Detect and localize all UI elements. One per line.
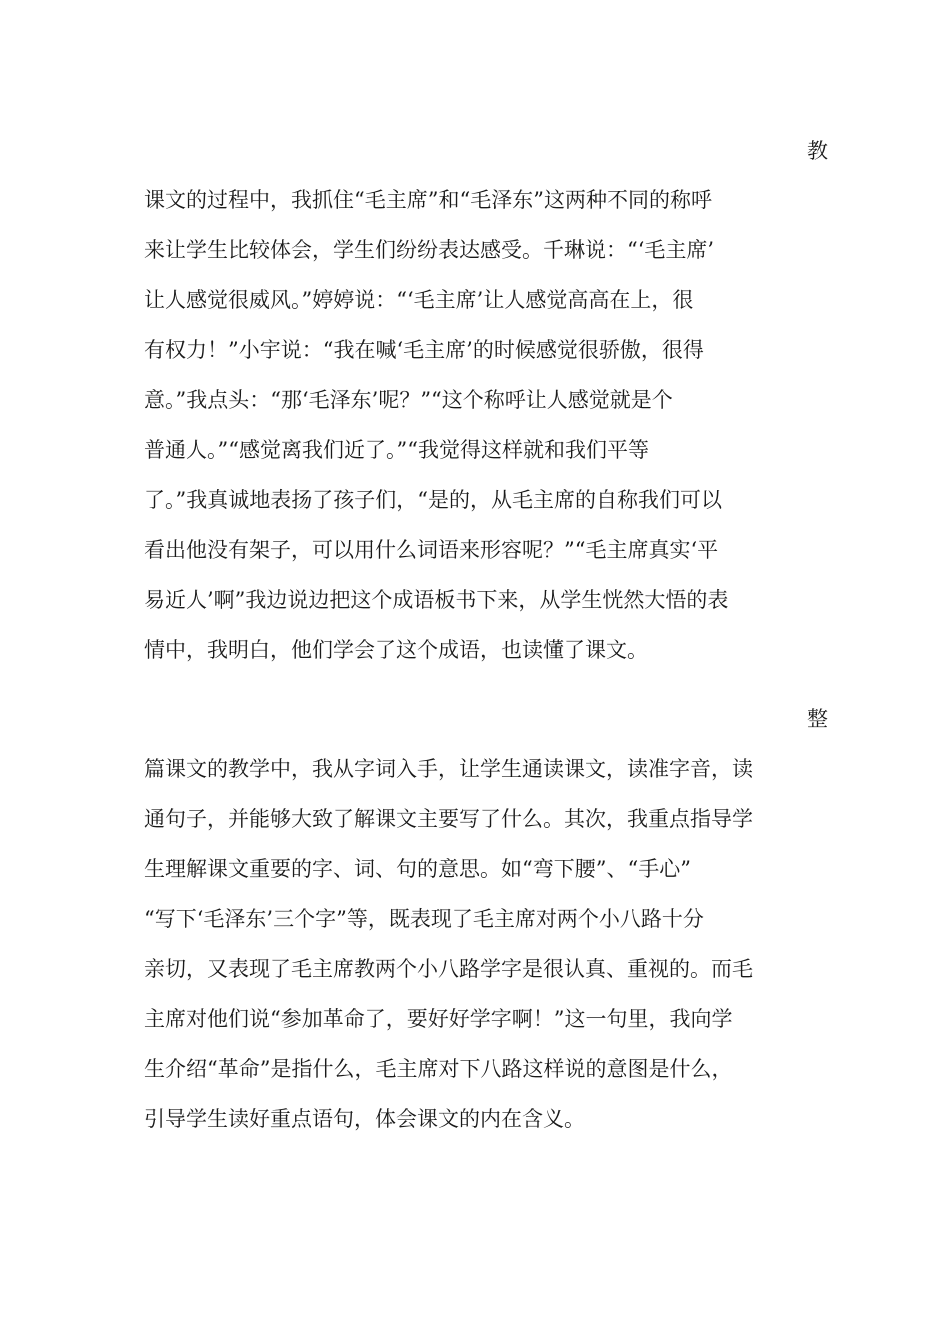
text-line: 引导学生读好重点语句，体会课文的内在含义。	[144, 1107, 585, 1131]
text-line: 主席对他们说“参加革命了，要好好学字啊！”这一句里，我向学	[144, 1007, 733, 1031]
text-line: 有权力！”小宇说：“我在喊‘毛主席’的时候感觉很骄傲，很得	[144, 338, 704, 362]
text-line: 生介绍“革命”是指什么，毛主席对下八路这样说的意图是什么，	[144, 1057, 733, 1081]
section-1-paragraph	[144, 175, 804, 675]
text-line: 生理解课文重要的字、词、句的意思。如“弯下腰”、“手心”	[144, 857, 691, 881]
text-line: 看出他没有架子，可以用什么词语来形容呢？”“毛主席真实‘平	[144, 538, 719, 562]
text-line: 了。”我真诚地表扬了孩子们，“是的，从毛主席的自称我们可以	[144, 488, 722, 512]
section-2-lead-char: 整	[807, 707, 828, 731]
text-line: 意。”我点头：“那‘毛泽东’呢？”“这个称呼让人感觉就是个	[144, 388, 673, 412]
text-line: 来让学生比较体会，学生们纷纷表达感受。千琳说：“‘毛主席’	[144, 238, 715, 262]
text-line: 通句子，并能够大致了解课文主要写了什么。其次，我重点指导学	[144, 807, 753, 831]
text-line: 情中，我明白，他们学会了这个成语，也读懂了课文。	[144, 638, 648, 662]
text-line: 篇课文的教学中，我从字词入手，让学生通读课文，读准字音，读	[144, 757, 753, 781]
text-line: 课文的过程中，我抓住“毛主席”和“毛泽东”这两种不同的称呼	[144, 188, 712, 212]
text-line: 易近人’啊”我边说边把这个成语板书下来，从学生恍然大悟的表	[144, 588, 729, 612]
text-line: 让人感觉很威风。”婷婷说：“‘毛主席’让人感觉高高在上，很	[144, 288, 694, 312]
section-1-lead-char: 教	[807, 139, 828, 163]
section-2-paragraph	[144, 744, 804, 1144]
text-line: 亲切，又表现了毛主席教两个小八路学字是很认真、重视的。而毛	[144, 957, 753, 981]
text-line: 普通人。”“感觉离我们近了。”“我觉得这样就和我们平等	[144, 438, 649, 462]
text-line: “写下‘毛泽东’三个字”等，既表现了毛主席对两个小八路十分	[144, 907, 704, 931]
